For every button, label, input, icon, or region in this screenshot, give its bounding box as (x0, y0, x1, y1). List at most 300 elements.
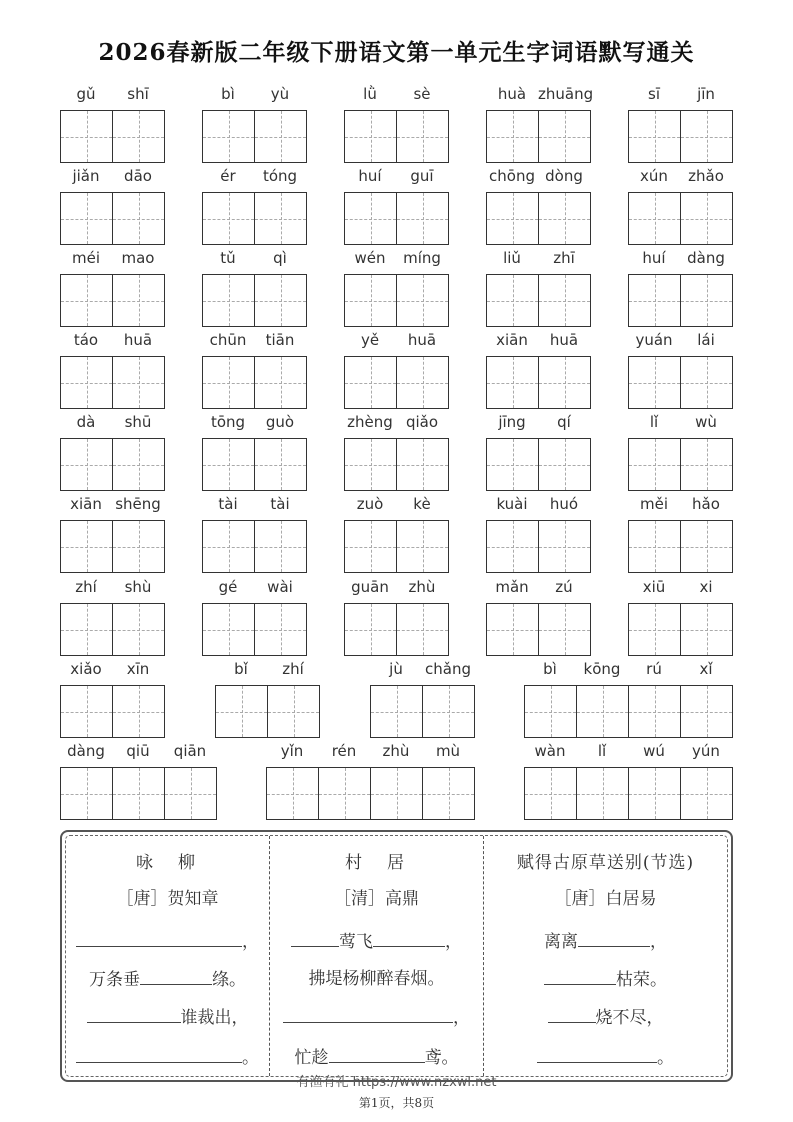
writing-cell[interactable] (203, 357, 255, 408)
writing-cell[interactable] (61, 768, 113, 819)
pinyin: míng (403, 249, 441, 267)
word-item (202, 84, 307, 163)
pinyin: dòng (545, 167, 583, 185)
tianzige-boxes (344, 438, 449, 491)
writing-cell[interactable] (629, 521, 681, 572)
writing-cell[interactable] (203, 439, 255, 490)
pinyin-row (202, 577, 307, 597)
pinyin-row (344, 330, 449, 350)
pinyin: mǎn (495, 578, 529, 596)
watermark: 有渔有礼 https://www.nzxwl.net (296, 1075, 497, 1090)
pinyin-row (202, 494, 307, 514)
tianzige-boxes (266, 767, 475, 820)
tianzige-boxes (60, 520, 165, 573)
poem-line (66, 1004, 269, 1030)
pinyin: tóng (262, 167, 298, 185)
pinyin: zhǎo (688, 167, 724, 185)
pinyin: jiǎn (72, 167, 100, 185)
pinyin: bì (543, 660, 557, 678)
fill-in-blank[interactable] (76, 1044, 242, 1063)
poem-text: 莺飞 (339, 932, 373, 952)
word-item (60, 84, 165, 163)
writing-cell[interactable] (345, 111, 397, 162)
writing-cell[interactable] (255, 275, 307, 326)
writing-cell[interactable] (397, 275, 449, 326)
pinyin: mù (435, 742, 461, 760)
pinyin: xi (699, 578, 713, 596)
poem-author: ［清］高鼎 (334, 889, 419, 909)
pinyin: zhí (282, 660, 304, 678)
tianzige-boxes (60, 192, 165, 245)
poem-section (60, 830, 733, 1082)
poem-text: 绦。 (212, 970, 246, 990)
poem-text: 。 (657, 1048, 674, 1068)
word-item (628, 494, 733, 573)
poem-text: ， (445, 932, 462, 952)
poem-line (484, 928, 727, 954)
fill-in-blank[interactable] (76, 928, 242, 947)
word-item (215, 659, 320, 738)
poem-line (270, 1004, 483, 1030)
writing-cell[interactable] (61, 686, 113, 737)
pinyin: huā (407, 331, 437, 349)
pinyin: jù (389, 660, 403, 678)
writing-cell[interactable] (525, 768, 577, 819)
writing-cell[interactable] (61, 521, 113, 572)
word-item (60, 330, 165, 409)
pinyin: rén (331, 742, 357, 760)
pinyin: guī (410, 167, 434, 185)
writing-cell[interactable] (113, 521, 165, 572)
word-item (344, 166, 449, 245)
word-item (202, 330, 307, 409)
word-item (60, 741, 217, 820)
fill-in-blank[interactable] (373, 928, 445, 947)
writing-cell[interactable] (255, 193, 307, 244)
pinyin: huā (123, 331, 153, 349)
writing-cell[interactable] (487, 193, 539, 244)
pinyin: wài (267, 578, 293, 596)
tianzige-boxes (202, 274, 307, 327)
pinyin: dāo (124, 167, 152, 185)
writing-cell[interactable] (203, 604, 255, 655)
pinyin: xiān (496, 331, 528, 349)
pinyin: dàng (687, 249, 725, 267)
pinyin: jīn (697, 85, 715, 103)
writing-cell[interactable] (267, 768, 319, 819)
tianzige-boxes (486, 520, 591, 573)
pinyin: guò (265, 413, 295, 431)
pinyin-row (202, 412, 307, 432)
pinyin: tài (218, 495, 238, 513)
pinyin: xún (640, 167, 668, 185)
writing-cell[interactable] (371, 686, 423, 737)
pinyin-row (344, 248, 449, 268)
pinyin: wù (695, 413, 717, 431)
pinyin: dàng (67, 742, 105, 760)
word-item (486, 166, 591, 245)
pinyin-row (60, 741, 217, 761)
pinyin: yún (692, 742, 720, 760)
pinyin-row (266, 741, 475, 761)
pinyin: xīn (126, 660, 150, 678)
pinyin: huā (549, 331, 579, 349)
tianzige-boxes (628, 192, 733, 245)
word-item (202, 412, 307, 491)
writing-cell[interactable] (397, 193, 449, 244)
writing-cell[interactable] (629, 193, 681, 244)
writing-cell[interactable] (577, 686, 629, 737)
writing-cell[interactable] (577, 768, 629, 819)
poem-line (484, 1044, 727, 1070)
poem-author: ［唐］贺知章 (116, 889, 219, 909)
poem-line (66, 966, 269, 992)
pinyin-row (202, 84, 307, 104)
word-item (486, 412, 591, 491)
writing-cell[interactable] (397, 439, 449, 490)
poem-text: 拂堤杨柳醉春烟。 (308, 969, 445, 989)
pinyin: mao (121, 249, 155, 267)
pinyin-row (628, 248, 733, 268)
pinyin: chōng (489, 167, 535, 185)
writing-cell[interactable] (681, 768, 733, 819)
writing-cell[interactable] (629, 357, 681, 408)
tianzige-boxes (202, 356, 307, 409)
pinyin-row (486, 166, 591, 186)
writing-cell[interactable] (345, 275, 397, 326)
pinyin: qiū (126, 742, 150, 760)
writing-cell[interactable] (539, 604, 591, 655)
writing-cell[interactable] (629, 768, 681, 819)
writing-cell[interactable] (345, 193, 397, 244)
writing-cell[interactable] (629, 275, 681, 326)
pinyin-row (486, 577, 591, 597)
tianzige-boxes (202, 520, 307, 573)
pinyin: zhī (553, 249, 575, 267)
poem-line (270, 1044, 483, 1070)
writing-cell[interactable] (61, 439, 113, 490)
writing-cell[interactable] (681, 275, 733, 326)
writing-cell[interactable] (487, 111, 539, 162)
writing-cell[interactable] (423, 686, 475, 737)
writing-cell[interactable] (255, 521, 307, 572)
poem-title: 咏 柳 (136, 853, 199, 873)
tianzige-boxes (370, 685, 475, 738)
pinyin: xiū (642, 578, 666, 596)
pinyin-row (344, 84, 449, 104)
pinyin-row (60, 659, 165, 679)
word-item (60, 577, 165, 656)
pinyin-row (524, 659, 733, 679)
writing-cell[interactable] (397, 521, 449, 572)
pinyin: zuò (356, 495, 384, 513)
writing-cell[interactable] (203, 521, 255, 572)
writing-cell[interactable] (487, 439, 539, 490)
word-item (266, 741, 475, 820)
poem-text: 。 (242, 1048, 259, 1068)
tianzige-boxes (344, 520, 449, 573)
tianzige-boxes (628, 274, 733, 327)
poem-text: 烧不尽， (595, 1008, 664, 1028)
pinyin: méi (71, 249, 100, 267)
word-item (628, 248, 733, 327)
writing-cell[interactable] (681, 686, 733, 737)
writing-cell[interactable] (61, 193, 113, 244)
writing-cell[interactable] (681, 439, 733, 490)
tianzige-boxes (202, 192, 307, 245)
tianzige-boxes (486, 110, 591, 163)
tianzige-boxes (202, 603, 307, 656)
writing-cell[interactable] (203, 193, 255, 244)
tianzige-boxes (60, 603, 165, 656)
pinyin-row (486, 84, 594, 104)
poem-text: 离离 (544, 932, 578, 952)
writing-cell[interactable] (423, 768, 475, 819)
writing-cell[interactable] (539, 439, 591, 490)
word-item (202, 494, 307, 573)
poem-column (483, 836, 727, 1076)
writing-cell[interactable] (629, 439, 681, 490)
pinyin: lǐ (649, 413, 659, 431)
fill-in-blank[interactable] (291, 928, 339, 947)
pinyin-row (486, 494, 591, 514)
fill-in-blank[interactable] (578, 928, 650, 947)
pinyin: qiǎo (405, 413, 439, 431)
pinyin: gǔ (76, 85, 96, 103)
writing-cell[interactable] (203, 111, 255, 162)
writing-cell[interactable] (487, 275, 539, 326)
tianzige-boxes (344, 274, 449, 327)
writing-cell[interactable] (681, 357, 733, 408)
tianzige-boxes (524, 685, 733, 738)
pinyin: shī (127, 85, 149, 103)
fill-in-blank[interactable] (544, 966, 616, 985)
writing-cell[interactable] (539, 521, 591, 572)
pinyin-row (202, 166, 307, 186)
pinyin-row (60, 330, 165, 350)
writing-cell[interactable] (203, 275, 255, 326)
pinyin-row (628, 330, 733, 350)
writing-cell[interactable] (113, 604, 165, 655)
tianzige-boxes (486, 438, 591, 491)
writing-cell[interactable] (487, 357, 539, 408)
writing-cell[interactable] (681, 604, 733, 655)
pinyin: kuài (496, 495, 528, 513)
pinyin: tǔ (220, 249, 236, 267)
pinyin-row (60, 412, 165, 432)
fill-in-blank[interactable] (329, 1044, 425, 1063)
word-item (628, 577, 733, 656)
pinyin: jīng (498, 413, 526, 431)
writing-cell[interactable] (345, 439, 397, 490)
word-item (628, 166, 733, 245)
poem-column (66, 836, 269, 1076)
pinyin: huà (497, 85, 527, 103)
pinyin-row (628, 494, 733, 514)
writing-cell[interactable] (487, 521, 539, 572)
fill-in-blank[interactable] (537, 1044, 657, 1063)
writing-cell[interactable] (681, 521, 733, 572)
writing-cell[interactable] (255, 111, 307, 162)
poem-text: ， (453, 1008, 470, 1028)
tianzige-boxes (628, 438, 733, 491)
pinyin-row (60, 577, 165, 597)
writing-cell[interactable] (113, 193, 165, 244)
word-item (344, 494, 449, 573)
tianzige-boxes (60, 438, 165, 491)
pinyin-row (628, 412, 733, 432)
tianzige-boxes (486, 192, 591, 245)
poem-line (484, 1004, 727, 1030)
pinyin: zhèng (347, 413, 393, 431)
pinyin: huí (358, 167, 382, 185)
pinyin: wú (643, 742, 665, 760)
writing-cell[interactable] (216, 686, 268, 737)
tianzige-boxes (628, 110, 733, 163)
word-item (486, 84, 594, 163)
pinyin: rú (646, 660, 662, 678)
pinyin: huí (642, 249, 666, 267)
writing-cell[interactable] (61, 111, 113, 162)
pinyin: qiān (173, 742, 207, 760)
writing-cell[interactable] (397, 357, 449, 408)
writing-cell[interactable] (113, 357, 165, 408)
pinyin-row (524, 741, 733, 761)
poem-line (270, 966, 483, 992)
writing-cell[interactable] (525, 686, 577, 737)
tianzige-boxes (344, 356, 449, 409)
poem-text: 鸢。 (424, 1048, 459, 1068)
pinyin: bì (221, 85, 235, 103)
writing-cell[interactable] (629, 686, 681, 737)
poem-text: 枯荣。 (616, 970, 667, 990)
word-item (524, 741, 733, 820)
writing-cell[interactable] (113, 439, 165, 490)
tianzige-boxes (486, 274, 591, 327)
pinyin-row (628, 577, 733, 597)
tianzige-boxes (524, 767, 733, 820)
writing-cell[interactable] (539, 111, 591, 162)
writing-cell[interactable] (539, 357, 591, 408)
fill-in-blank[interactable] (140, 966, 212, 985)
word-item (344, 412, 449, 491)
tianzige-boxes (60, 685, 165, 738)
fill-in-blank[interactable] (87, 1004, 181, 1023)
writing-cell[interactable] (539, 193, 591, 244)
writing-cell[interactable] (345, 604, 397, 655)
pinyin: tài (270, 495, 290, 513)
writing-cell[interactable] (165, 768, 217, 819)
word-item (60, 659, 165, 738)
pinyin-row (202, 248, 307, 268)
pinyin: shū (124, 413, 152, 431)
fill-in-blank[interactable] (548, 1004, 596, 1023)
tianzige-boxes (60, 356, 165, 409)
writing-cell[interactable] (113, 111, 165, 162)
writing-cell[interactable] (629, 604, 681, 655)
word-item (202, 577, 307, 656)
writing-cell[interactable] (345, 357, 397, 408)
writing-cell[interactable] (113, 275, 165, 326)
writing-cell[interactable] (345, 521, 397, 572)
word-item (524, 659, 733, 738)
writing-cell[interactable] (681, 193, 733, 244)
pinyin: wàn (534, 742, 566, 760)
word-item (60, 412, 165, 491)
pinyin-row (60, 494, 165, 514)
pinyin: kōng (583, 660, 621, 678)
pinyin-row (202, 330, 307, 350)
word-item (628, 412, 733, 491)
writing-cell[interactable] (255, 439, 307, 490)
word-item (370, 659, 475, 738)
pinyin: shēng (115, 495, 161, 513)
writing-cell[interactable] (255, 604, 307, 655)
writing-cell[interactable] (397, 604, 449, 655)
pinyin-row (60, 248, 165, 268)
writing-cell[interactable] (61, 275, 113, 326)
tianzige-boxes (60, 767, 217, 820)
word-item (344, 84, 449, 163)
pinyin: yuán (635, 331, 673, 349)
pinyin: tōng (210, 413, 246, 431)
writing-cell[interactable] (61, 604, 113, 655)
writing-cell[interactable] (268, 686, 320, 737)
pinyin-row (370, 659, 475, 679)
pinyin: táo (73, 331, 99, 349)
pinyin: wén (354, 249, 386, 267)
poem-text: 谁裁出， (180, 1008, 249, 1028)
poem-text: 忙趁 (294, 1048, 329, 1068)
poem-line (270, 928, 483, 954)
page-number: 第1页，共8页 (358, 1096, 435, 1110)
writing-cell[interactable] (319, 768, 371, 819)
writing-cell[interactable] (61, 357, 113, 408)
tianzige-boxes (202, 438, 307, 491)
writing-cell[interactable] (371, 768, 423, 819)
pinyin: tiān (265, 331, 295, 349)
writing-cell[interactable] (113, 686, 165, 737)
pinyin: zhù (408, 578, 436, 596)
pinyin-row (344, 577, 449, 597)
pinyin-row (344, 494, 449, 514)
word-item (486, 577, 591, 656)
writing-cell[interactable] (681, 111, 733, 162)
poem-text: ， (650, 932, 667, 952)
writing-cell[interactable] (255, 357, 307, 408)
tianzige-boxes (344, 603, 449, 656)
word-item (344, 577, 449, 656)
writing-cell[interactable] (629, 111, 681, 162)
poem-column (269, 836, 483, 1076)
pinyin-row (486, 248, 591, 268)
pinyin-row (344, 412, 449, 432)
word-item (628, 330, 733, 409)
writing-cell[interactable] (539, 275, 591, 326)
pinyin-row (344, 166, 449, 186)
writing-cell[interactable] (487, 604, 539, 655)
writing-cell[interactable] (113, 768, 165, 819)
pinyin: ér (220, 167, 236, 185)
fill-in-blank[interactable] (283, 1004, 453, 1023)
pinyin: shù (124, 578, 152, 596)
pinyin: xiǎo (70, 660, 102, 678)
writing-cell[interactable] (397, 111, 449, 162)
pinyin: kè (413, 495, 431, 513)
tianzige-boxes (628, 356, 733, 409)
pinyin: yǐn (280, 742, 304, 760)
pinyin: měi (639, 495, 668, 513)
